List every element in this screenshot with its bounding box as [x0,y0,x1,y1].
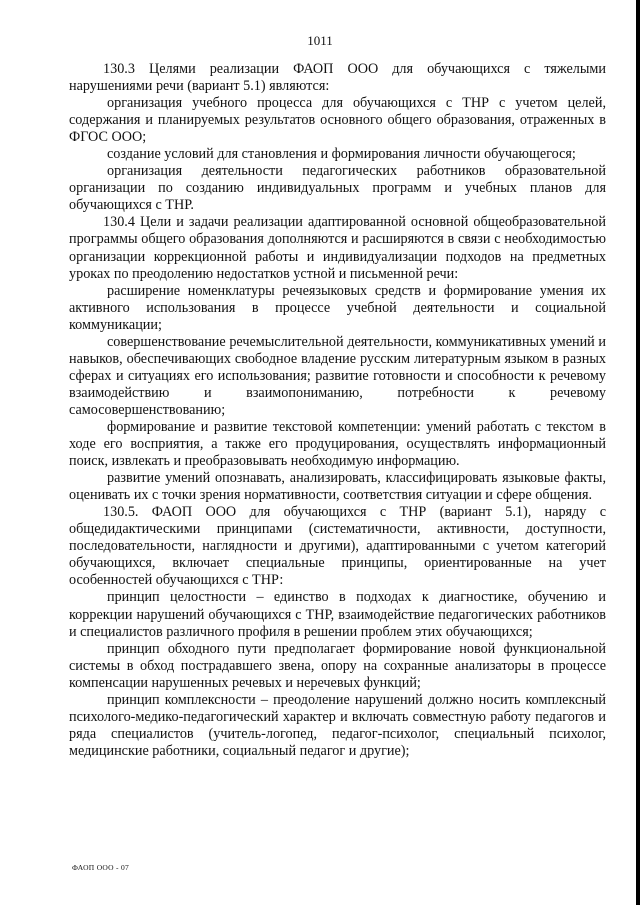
list-item: организация учебного процесса для обучающихся с ТНР с учетом целей, содержания и планируемых результатов основного общего образования, отраженных в ФГОС ООО; [69,95,606,146]
list-item: организация деятельности педагогических работников образовательной организации по созданию индивидуальных программ и учебных планов для обучающихся с ТНР. [69,163,606,214]
list-item: создание условий для становления и формирования личности обучающегося; [107,146,576,163]
list-item: формирование и развитие текстовой компетенции: умений работать с текстом в ходе его восприятия, а также его продуцирования, осуществлять информационный поиск, извлекать и преобразовывать необходимую информацию. [69,418,606,470]
paragraph-130-4: 130.4 Цели и задачи реализации адаптированной основной общеобразовательной программы общего образования дополняются и расширяются в связи с необходимостью организации коррекционной работы и индивидуализации подходов на предметных уроках по преодолению недостатков устной и письменной речи: [69,214,606,282]
paragraph-130-3: 130.3 Целями реализации ФАОП ООО для обучающихся с тяжелыми нарушениями речи (вариант 5.1) являются: [69,61,606,95]
document-body [69,61,606,760]
list-item: принцип целостности – единство в подходах к диагностике, обучению и коррекции нарушений обучающихся с ТНР, взаимодействие педагогических работников и специалистов различного профиля в решении проблем этих обучающихся; [69,589,606,640]
page-number: 1011 [307,33,333,48]
scan-edge [636,0,640,905]
paragraph-130-5: 130.5. ФАОП ООО для обучающихся с ТНР (вариант 5.1), наряду с общедидактическими принципами (систематичности, активности, доступности, последовательности, наглядности и другими), адаптированными с учетом категорий обучающихся, включает специальные принципы, ориентированные на учет особенностей обучающихся с ТНР: [69,504,606,589]
list-item: принцип комплексности – преодоление нарушений должно носить комплексный психолого-медико-педагогический характер и включать совместную работу педагогов и ряда специалистов (учитель-логопед, педагог-психолог, специальный психолог, медицинские работники, социальный педагог и другие); [69,691,606,759]
list-item: расширение номенклатуры речеязыковых средств и формирование умения их активного использования в процессе учебной деятельности и социальной коммуникации; [69,282,606,333]
list-item: развитие умений опознавать, анализировать, классифицировать языковые факты, оценивать их с точки зрения нормативности, соответствия ситуации и сфере общения. [69,470,606,504]
list-item: совершенствование речемыслительной деятельности, коммуникативных умений и навыков, обеспечивающих свободное владение русским литературным языком в разных сферах и ситуациях его использования; развитие готовности и способности к речевому взаимодействию и взаимопониманию, потребности к речевому самосовершенствованию; [69,333,606,418]
list-item: принцип обходного пути предполагает формирование новой функциональной системы в обход пострадавшего звена, опору на сохранные анализаторы в процессе компенсации нарушенных речевых и неречевых функций; [69,640,606,691]
footer-code: ФАОП ООО - 07 [72,863,130,872]
